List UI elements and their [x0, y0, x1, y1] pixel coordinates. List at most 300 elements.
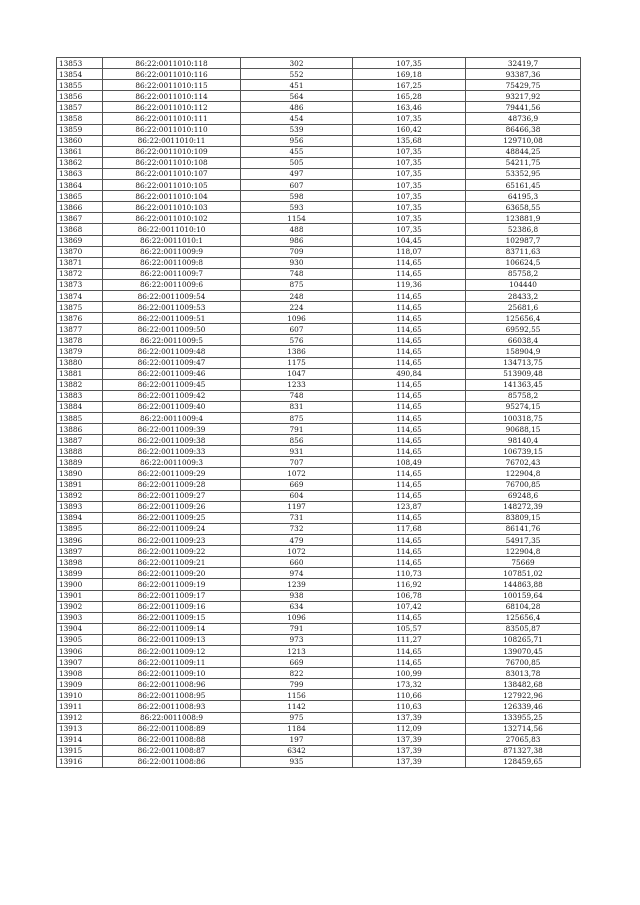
cadastral-number: 86:22:0011009:3	[103, 457, 241, 468]
cadastral-number: 86:22:0011010:1	[103, 235, 241, 246]
cadastral-number: 86:22:0011010:11	[103, 135, 241, 146]
cadastral-number: 86:22:0011008:9	[103, 712, 241, 723]
cadastral-value: 86466,38	[466, 124, 581, 135]
area-value: 607	[241, 180, 353, 191]
row-number: 13890	[57, 468, 103, 479]
cadastral-number: 86:22:0011009:12	[103, 645, 241, 656]
cadastral-value: 138482,68	[466, 679, 581, 690]
table-row	[57, 313, 581, 324]
table-row	[57, 435, 581, 446]
unit-rate: 114,65	[353, 357, 466, 368]
cadastral-number: 86:22:0011010:114	[103, 91, 241, 102]
row-number: 13873	[57, 279, 103, 290]
row-number: 13891	[57, 479, 103, 490]
table-row	[57, 113, 581, 124]
table-row	[57, 268, 581, 279]
unit-rate: 114,65	[353, 257, 466, 268]
area-value: 822	[241, 668, 353, 679]
row-number: 13879	[57, 346, 103, 357]
area-value: 748	[241, 268, 353, 279]
area-value: 302	[241, 58, 353, 69]
row-number: 13902	[57, 601, 103, 612]
row-number: 13894	[57, 512, 103, 523]
cadastral-value: 122904,8	[466, 468, 581, 479]
table-row	[57, 357, 581, 368]
area-value: 1184	[241, 723, 353, 734]
row-number: 13911	[57, 701, 103, 712]
cadastral-number: 86:22:0011009:23	[103, 535, 241, 546]
cadastral-value: 104440	[466, 279, 581, 290]
row-number: 13868	[57, 224, 103, 235]
table-row	[57, 257, 581, 268]
unit-rate: 114,65	[353, 346, 466, 357]
table-row	[57, 157, 581, 168]
table-row	[57, 612, 581, 623]
cadastral-number: 86:22:0011009:24	[103, 523, 241, 534]
cadastral-value: 86141,76	[466, 523, 581, 534]
row-number: 13871	[57, 257, 103, 268]
area-value: 1096	[241, 612, 353, 623]
row-number: 13857	[57, 102, 103, 113]
cadastral-value: 85758,2	[466, 390, 581, 401]
cadastral-value-table	[56, 57, 581, 768]
cadastral-number: 86:22:0011009:42	[103, 390, 241, 401]
table-row	[57, 124, 581, 135]
unit-rate: 114,65	[353, 379, 466, 390]
cadastral-value: 106739,15	[466, 446, 581, 457]
table-row	[57, 512, 581, 523]
cadastral-number: 86:22:0011009:53	[103, 302, 241, 313]
unit-rate: 106,78	[353, 590, 466, 601]
table-row	[57, 668, 581, 679]
cadastral-number: 86:22:0011008:93	[103, 701, 241, 712]
table-row	[57, 324, 581, 335]
unit-rate: 114,65	[353, 657, 466, 668]
row-number: 13886	[57, 424, 103, 435]
table-row	[57, 390, 581, 401]
cadastral-value: 93387,36	[466, 69, 581, 80]
unit-rate: 114,65	[353, 557, 466, 568]
area-value: 660	[241, 557, 353, 568]
table-row	[57, 457, 581, 468]
area-value: 1142	[241, 701, 353, 712]
cadastral-value: 63658,55	[466, 202, 581, 213]
cadastral-value: 132714,56	[466, 723, 581, 734]
area-value: 799	[241, 679, 353, 690]
cadastral-number: 86:22:0011010:115	[103, 80, 241, 91]
table-row	[57, 168, 581, 179]
area-value: 831	[241, 401, 353, 412]
cadastral-value: 129710,08	[466, 135, 581, 146]
area-value: 1096	[241, 313, 353, 324]
cadastral-value: 107851,02	[466, 568, 581, 579]
unit-rate: 135,68	[353, 135, 466, 146]
cadastral-number: 86:22:0011010:102	[103, 213, 241, 224]
table-row	[57, 213, 581, 224]
area-value: 1072	[241, 546, 353, 557]
row-number: 13915	[57, 745, 103, 756]
unit-rate: 114,65	[353, 468, 466, 479]
area-value: 1175	[241, 357, 353, 368]
cadastral-number: 86:22:0011008:87	[103, 745, 241, 756]
unit-rate: 114,65	[353, 324, 466, 335]
unit-rate: 114,65	[353, 268, 466, 279]
row-number: 13863	[57, 168, 103, 179]
unit-rate: 165,28	[353, 91, 466, 102]
area-value: 539	[241, 124, 353, 135]
table-row	[57, 279, 581, 290]
area-value: 1233	[241, 379, 353, 390]
row-number: 13887	[57, 435, 103, 446]
row-number: 13893	[57, 501, 103, 512]
unit-rate: 118,07	[353, 246, 466, 257]
area-value: 931	[241, 446, 353, 457]
area-value: 975	[241, 712, 353, 723]
cadastral-number: 86:22:0011009:47	[103, 357, 241, 368]
unit-rate: 114,65	[353, 535, 466, 546]
cadastral-value: 141363,45	[466, 379, 581, 390]
row-number: 13888	[57, 446, 103, 457]
cadastral-number: 86:22:0011009:28	[103, 479, 241, 490]
area-value: 488	[241, 224, 353, 235]
unit-rate: 114,65	[353, 313, 466, 324]
cadastral-number: 86:22:0011009:4	[103, 413, 241, 424]
area-value: 1047	[241, 368, 353, 379]
unit-rate: 107,35	[353, 113, 466, 124]
row-number: 13883	[57, 390, 103, 401]
cadastral-number: 86:22:0011010:111	[103, 113, 241, 124]
area-value: 479	[241, 535, 353, 546]
unit-rate: 114,65	[353, 612, 466, 623]
unit-rate: 114,65	[353, 479, 466, 490]
unit-rate: 112,09	[353, 723, 466, 734]
cadastral-number: 86:22:0011008:86	[103, 756, 241, 767]
table-row	[57, 546, 581, 557]
cadastral-value: 128459,65	[466, 756, 581, 767]
cadastral-value: 83013,78	[466, 668, 581, 679]
cadastral-value: 83809,15	[466, 512, 581, 523]
table-row	[57, 756, 581, 767]
unit-rate: 107,35	[353, 224, 466, 235]
table-row	[57, 601, 581, 612]
row-number: 13858	[57, 113, 103, 124]
table-row	[57, 634, 581, 645]
cadastral-value: 106624,5	[466, 257, 581, 268]
row-number: 13862	[57, 157, 103, 168]
table-row	[57, 290, 581, 301]
unit-rate: 114,65	[353, 424, 466, 435]
cadastral-value: 148272,39	[466, 501, 581, 512]
cadastral-number: 86:22:0011008:95	[103, 690, 241, 701]
area-value: 455	[241, 146, 353, 157]
table-row	[57, 712, 581, 723]
row-number: 13861	[57, 146, 103, 157]
cadastral-number: 86:22:0011009:16	[103, 601, 241, 612]
unit-rate: 114,65	[353, 335, 466, 346]
row-number: 13874	[57, 290, 103, 301]
table-row	[57, 191, 581, 202]
area-value: 709	[241, 246, 353, 257]
table-row	[57, 413, 581, 424]
cadastral-number: 86:22:0011010:109	[103, 146, 241, 157]
unit-rate: 137,39	[353, 734, 466, 745]
unit-rate: 114,65	[353, 546, 466, 557]
cadastral-value: 76700,85	[466, 657, 581, 668]
cadastral-value: 69592,55	[466, 324, 581, 335]
cadastral-value: 513909,48	[466, 368, 581, 379]
unit-rate: 117,68	[353, 523, 466, 534]
cadastral-number: 86:22:0011009:21	[103, 557, 241, 568]
unit-rate: 137,39	[353, 756, 466, 767]
cadastral-number: 86:22:0011008:89	[103, 723, 241, 734]
row-number: 13903	[57, 612, 103, 623]
unit-rate: 107,42	[353, 601, 466, 612]
row-number: 13870	[57, 246, 103, 257]
cadastral-number: 86:22:0011009:33	[103, 446, 241, 457]
table-body	[57, 58, 581, 768]
area-value: 669	[241, 657, 353, 668]
cadastral-number: 86:22:0011009:7	[103, 268, 241, 279]
table-row	[57, 69, 581, 80]
row-number: 13867	[57, 213, 103, 224]
cadastral-value: 52386,8	[466, 224, 581, 235]
area-value: 454	[241, 113, 353, 124]
cadastral-number: 86:22:0011009:26	[103, 501, 241, 512]
table-row	[57, 235, 581, 246]
row-number: 13881	[57, 368, 103, 379]
table-row	[57, 302, 581, 313]
unit-rate: 110,63	[353, 701, 466, 712]
area-value: 935	[241, 756, 353, 767]
row-number: 13885	[57, 413, 103, 424]
area-value: 593	[241, 202, 353, 213]
cadastral-number: 86:22:0011010:110	[103, 124, 241, 135]
table-row	[57, 146, 581, 157]
table-row	[57, 679, 581, 690]
table-row	[57, 401, 581, 412]
area-value: 956	[241, 135, 353, 146]
cadastral-number: 86:22:0011010:108	[103, 157, 241, 168]
row-number: 13912	[57, 712, 103, 723]
cadastral-value: 83505,87	[466, 623, 581, 634]
row-number: 13866	[57, 202, 103, 213]
area-value: 791	[241, 623, 353, 634]
row-number: 13889	[57, 457, 103, 468]
unit-rate: 107,35	[353, 213, 466, 224]
area-value: 224	[241, 302, 353, 313]
table-row	[57, 224, 581, 235]
cadastral-value: 122904,8	[466, 546, 581, 557]
row-number: 13864	[57, 180, 103, 191]
cadastral-number: 86:22:0011009:48	[103, 346, 241, 357]
table-row	[57, 335, 581, 346]
row-number: 13906	[57, 645, 103, 656]
unit-rate: 114,65	[353, 302, 466, 313]
unit-rate: 104,45	[353, 235, 466, 246]
table-row	[57, 135, 581, 146]
unit-rate: 137,39	[353, 745, 466, 756]
area-value: 732	[241, 523, 353, 534]
cadastral-value: 133955,25	[466, 712, 581, 723]
unit-rate: 173,32	[353, 679, 466, 690]
cadastral-value: 76700,85	[466, 479, 581, 490]
area-value: 497	[241, 168, 353, 179]
area-value: 248	[241, 290, 353, 301]
unit-rate: 116,92	[353, 579, 466, 590]
unit-rate: 107,35	[353, 202, 466, 213]
row-number: 13905	[57, 634, 103, 645]
cadastral-number: 86:22:0011010:116	[103, 69, 241, 80]
cadastral-number: 86:22:0011009:40	[103, 401, 241, 412]
row-number: 13877	[57, 324, 103, 335]
cadastral-number: 86:22:0011010:112	[103, 102, 241, 113]
area-value: 930	[241, 257, 353, 268]
row-number: 13859	[57, 124, 103, 135]
table-row	[57, 246, 581, 257]
unit-rate: 114,65	[353, 645, 466, 656]
area-value: 451	[241, 80, 353, 91]
row-number: 13904	[57, 623, 103, 634]
cadastral-value: 126339,46	[466, 701, 581, 712]
cadastral-value: 79441,56	[466, 102, 581, 113]
row-number: 13875	[57, 302, 103, 313]
cadastral-value: 871327,38	[466, 745, 581, 756]
row-number: 13869	[57, 235, 103, 246]
cadastral-value: 125656,4	[466, 612, 581, 623]
cadastral-value: 134713,75	[466, 357, 581, 368]
cadastral-value: 144863,88	[466, 579, 581, 590]
cadastral-value: 139070,45	[466, 645, 581, 656]
cadastral-number: 86:22:0011009:25	[103, 512, 241, 523]
cadastral-number: 86:22:0011009:46	[103, 368, 241, 379]
cadastral-number: 86:22:0011009:22	[103, 546, 241, 557]
cadastral-number: 86:22:0011010:118	[103, 58, 241, 69]
table-row	[57, 80, 581, 91]
row-number: 13856	[57, 91, 103, 102]
cadastral-number: 86:22:0011009:50	[103, 324, 241, 335]
table-row	[57, 202, 581, 213]
row-number: 13880	[57, 357, 103, 368]
cadastral-value: 123881,9	[466, 213, 581, 224]
row-number: 13901	[57, 590, 103, 601]
unit-rate: 114,65	[353, 435, 466, 446]
area-value: 552	[241, 69, 353, 80]
area-value: 1239	[241, 579, 353, 590]
cadastral-value: 127922,96	[466, 690, 581, 701]
table-row	[57, 446, 581, 457]
cadastral-number: 86:22:0011009:10	[103, 668, 241, 679]
cadastral-number: 86:22:0011009:14	[103, 623, 241, 634]
unit-rate: 108,49	[353, 457, 466, 468]
cadastral-value: 27065,83	[466, 734, 581, 745]
table-row	[57, 645, 581, 656]
table-row	[57, 568, 581, 579]
area-value: 875	[241, 413, 353, 424]
table-row	[57, 579, 581, 590]
unit-rate: 100,99	[353, 668, 466, 679]
table-row	[57, 468, 581, 479]
row-number: 13884	[57, 401, 103, 412]
table-row	[57, 657, 581, 668]
unit-rate: 107,35	[353, 168, 466, 179]
unit-rate: 114,65	[353, 390, 466, 401]
row-number: 13899	[57, 568, 103, 579]
row-number: 13878	[57, 335, 103, 346]
cadastral-value: 28433,2	[466, 290, 581, 301]
cadastral-value: 83711,63	[466, 246, 581, 257]
table-row	[57, 723, 581, 734]
table-row	[57, 501, 581, 512]
area-value: 598	[241, 191, 353, 202]
cadastral-value: 85758,2	[466, 268, 581, 279]
row-number: 13897	[57, 546, 103, 557]
table-row	[57, 734, 581, 745]
table-row	[57, 424, 581, 435]
unit-rate: 110,66	[353, 690, 466, 701]
row-number: 13855	[57, 80, 103, 91]
cadastral-number: 86:22:0011009:9	[103, 246, 241, 257]
unit-rate: 114,65	[353, 446, 466, 457]
table-row	[57, 479, 581, 490]
table-row	[57, 701, 581, 712]
cadastral-number: 86:22:0011010:104	[103, 191, 241, 202]
area-value: 1156	[241, 690, 353, 701]
area-value: 669	[241, 479, 353, 490]
area-value: 974	[241, 568, 353, 579]
unit-rate: 137,39	[353, 712, 466, 723]
table-row	[57, 745, 581, 756]
cadastral-value: 66038,4	[466, 335, 581, 346]
cadastral-value: 54917,35	[466, 535, 581, 546]
table-row	[57, 368, 581, 379]
cadastral-value: 100159,64	[466, 590, 581, 601]
area-value: 707	[241, 457, 353, 468]
cadastral-value: 158904,9	[466, 346, 581, 357]
cadastral-value: 95274,15	[466, 401, 581, 412]
cadastral-value: 93217,92	[466, 91, 581, 102]
area-value: 634	[241, 601, 353, 612]
table-row	[57, 490, 581, 501]
cadastral-number: 86:22:0011009:20	[103, 568, 241, 579]
row-number: 13895	[57, 523, 103, 534]
table-row	[57, 690, 581, 701]
area-value: 1154	[241, 213, 353, 224]
unit-rate: 110,73	[353, 568, 466, 579]
table-row	[57, 346, 581, 357]
cadastral-number: 86:22:0011009:13	[103, 634, 241, 645]
row-number: 13898	[57, 557, 103, 568]
cadastral-number: 86:22:0011009:5	[103, 335, 241, 346]
row-number: 13876	[57, 313, 103, 324]
unit-rate: 114,65	[353, 512, 466, 523]
cadastral-value: 65161,45	[466, 180, 581, 191]
cadastral-value: 98140,4	[466, 435, 581, 446]
unit-rate: 490,84	[353, 368, 466, 379]
row-number: 13914	[57, 734, 103, 745]
unit-rate: 167,25	[353, 80, 466, 91]
table-row	[57, 102, 581, 113]
table-row	[57, 180, 581, 191]
area-value: 875	[241, 279, 353, 290]
row-number: 13900	[57, 579, 103, 590]
cadastral-number: 86:22:0011009:27	[103, 490, 241, 501]
row-number: 13907	[57, 657, 103, 668]
cadastral-number: 86:22:0011009:54	[103, 290, 241, 301]
unit-rate: 114,65	[353, 401, 466, 412]
unit-rate: 163,46	[353, 102, 466, 113]
cadastral-number: 86:22:0011009:8	[103, 257, 241, 268]
table-row	[57, 623, 581, 634]
